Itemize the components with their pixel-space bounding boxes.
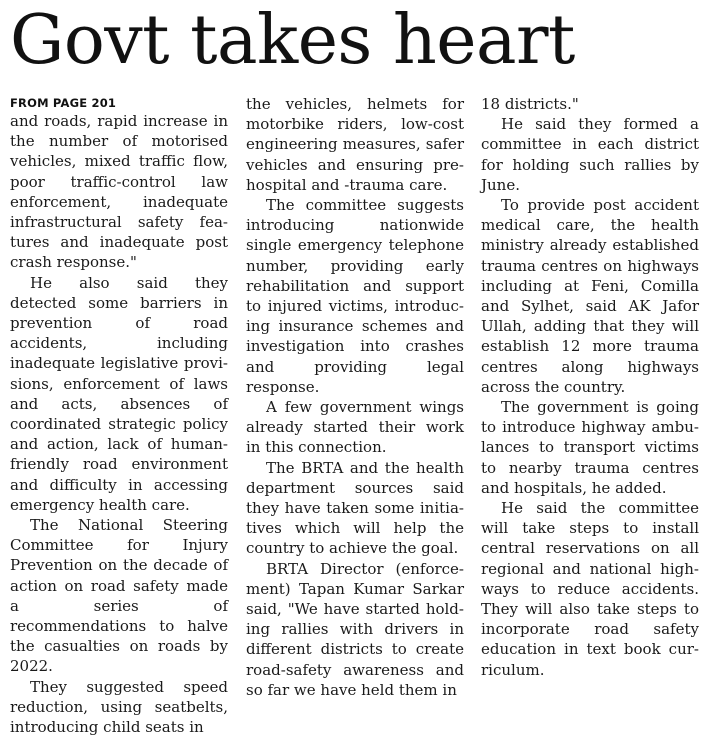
headline: Govt takes heart [10,1,575,80]
paragraph: BRTA Director (enforcement) Tapan Kumar Sarkar said, "We have started holding rallies with drivers in different districts to create road-safety awareness and so far we have held them in [246,559,464,699]
paragraph: He said the committee will take steps to install central reservations on all regional and national highways to reduce accidents. They will also take steps to incorporate road safety education in text book curriculum. [481,499,699,679]
paragraph: To provide post accident medical care, the health ministry already established trauma centres on highways including at Feni, Comilla and Sylhet, said AK Jafor Ullah, adding that they will establish 12 more trauma centres along highways across the country. [481,196,699,396]
paragraph: and roads, rapid increase in the number of motorised vehicles, mixed traffic flow, poor traffic-control law enforcement, inadequate infrastructural safety features and inadequate post crash response." [10,112,228,272]
paragraph: He also said they detected some barriers in prevention of road accidents, including inadequate legislative provisions, enforcement of laws and acts, absences of coordinated strategic policy and action, lack of human-friendly road environment and difficulty in accessing emergency health care. [10,273,228,514]
article-column-2 [246,94,464,699]
paragraph: the vehicles, helmets for motorbike riders, low-cost engineering measures, safer vehicles and ensuring pre-hospital and -trauma care. [246,95,464,194]
article-column-3 [481,94,699,690]
paragraph: The government is going to introduce highway ambulances to transport victims to nearby trauma centres and hospitals, he added. [481,398,699,497]
paragraph: 18 districts." [481,95,579,113]
paragraph: The BRTA and the health department sources said they have taken some initiatives which will help the country to achieve the goal. [246,458,464,558]
article-column-1 [10,94,228,737]
paragraph: They suggested speed reduction, using seatbelts, introducing child seats in [10,677,228,737]
paragraph: The committee suggests introducing nationwide single emergency telephone number, providing early rehabilitation and support to injured victims, introducing insurance schemes and investigation into crashes and providing legal response. [246,196,464,396]
paragraph: The National Steering Committee for Injury Prevention on the decade of action on road safety made a series of recommendations to halve the casualties on roads by 2022. [10,516,228,676]
paragraph: A few government wings already started their work in this connection. [246,398,464,457]
continuation-kicker: FROM PAGE 201 [10,96,117,110]
paragraph: He said they formed a committee in each district for holding such rallies by June. [481,115,699,194]
